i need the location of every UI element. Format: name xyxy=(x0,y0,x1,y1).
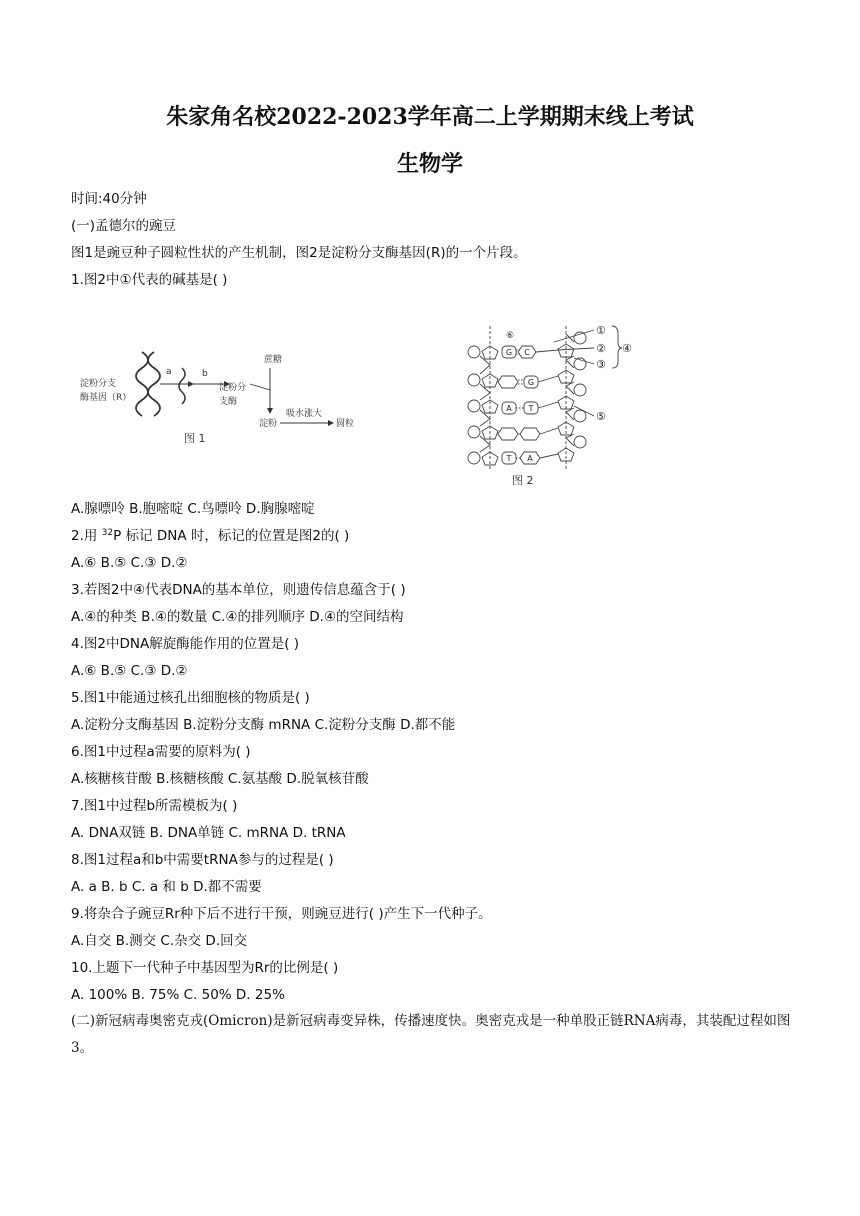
section-1-heading: (一)孟德尔的豌豆 xyxy=(71,218,177,234)
phosphate-circle xyxy=(468,452,480,464)
answer-4: A.⑥ B.⑤ C.③ D.② xyxy=(71,663,188,679)
base-label: G xyxy=(505,348,513,357)
question-10: 10.上题下一代种子中基因型为Rr的比例是( ) xyxy=(71,960,339,976)
question-5: 5.图1中能通过核孔出细胞核的物质是( ) xyxy=(71,690,310,706)
label-5: ⑤ xyxy=(596,410,606,423)
phosphate-circle xyxy=(574,410,586,422)
sugar-pentagon xyxy=(558,448,574,461)
brace-4 xyxy=(612,326,622,368)
answer-5: A.淀粉分支酶基因 B.淀粉分支酶 mRNA C.淀粉分支酶 D.都不能 xyxy=(71,717,456,733)
enzyme-label-line-2: 支酶 xyxy=(219,397,238,407)
base-label: G xyxy=(527,378,535,387)
question-2 xyxy=(71,527,349,545)
base-shape xyxy=(498,376,518,388)
label-4: ④ xyxy=(622,342,632,355)
question-9: 9.将杂合子豌豆Rr种下后不进行干预，则豌豆进行( )产生下一代种子。 xyxy=(71,906,492,922)
base-label: A xyxy=(506,404,512,413)
label-2: ② xyxy=(596,342,606,355)
base-label: A xyxy=(527,454,533,463)
answer-8: A. a B. b C. a 和 b D.都不需要 xyxy=(71,879,262,895)
answer-7: A. DNA双链 B. DNA单链 C. mRNA D. tRNA xyxy=(71,825,346,841)
question-7: 7.图1中过程b所需模板为( ) xyxy=(71,798,238,814)
question-8: 8.图1过程a和b中需要tRNA参与的过程是( ) xyxy=(71,852,334,868)
phosphate-circle xyxy=(468,346,480,358)
question-2-prefix: 2.用 xyxy=(71,528,102,544)
gene-label-line-2: 酶基因（R） xyxy=(80,393,132,403)
base-shape xyxy=(498,428,518,440)
base-shape xyxy=(520,428,540,440)
base-label: T xyxy=(506,454,512,463)
mrna-strand xyxy=(179,368,185,404)
water-arrow-head xyxy=(328,420,334,426)
figure-1-caption: 图 1 xyxy=(184,432,206,445)
enzyme-catalysis-line xyxy=(250,384,270,390)
enzyme-label-line-1: 淀粉分 xyxy=(219,383,247,393)
label-1: ① xyxy=(596,324,606,337)
sucrose-arrow-head xyxy=(267,408,273,414)
question-4: 4.图2中DNA解旋酶能作用的位置是( ) xyxy=(71,636,300,652)
answer-3: A.④的种类 B.④的数量 C.④的排列顺序 D.④的空间结构 xyxy=(71,609,404,625)
question-6: 6.图1中过程a需要的原料为( ) xyxy=(71,744,251,760)
sugar-pentagon xyxy=(558,344,574,357)
step-a-label: a xyxy=(166,367,172,377)
phosphate-circle xyxy=(574,436,586,448)
answer-9: A.自交 B.测交 C.杂交 D.回交 xyxy=(71,933,248,949)
phosphate-circle xyxy=(468,426,480,438)
step-b-label: b xyxy=(202,369,208,379)
question-3: 3.若图2中④代表DNA的基本单位，则遗传信息蕴含于( ) xyxy=(71,582,406,598)
figure-1-diagram xyxy=(74,340,374,450)
exam-time: 时间:40分钟 xyxy=(71,191,147,207)
leader-line-3 xyxy=(574,358,594,364)
leader-line-2 xyxy=(558,348,594,350)
answer-6: A.核糖核苷酸 B.核糖核酸 C.氨基酸 D.脱氧核苷酸 xyxy=(71,771,369,787)
phosphate-circle xyxy=(468,374,480,386)
water-label: 吸水涨大 xyxy=(286,409,323,419)
exam-title: 朱家角名校2022-2023学年高二上学期期末线上考试 xyxy=(166,104,694,130)
round-label: 圆粒 xyxy=(336,419,355,429)
answer-1: A.腺嘌呤 B.胞嘧啶 C.鸟嘌呤 D.胸腺嘧啶 xyxy=(71,501,315,517)
exam-subject: 生物学 xyxy=(396,151,463,177)
section-2-intro: (二)新冠病毒奥密克戎(Omicron)是新冠病毒变异株，传播速度快。奥密克戎是一种单股正链RNA病毒，其装配过程如图3。 xyxy=(71,1013,791,1056)
section-1-intro: 图1是豌豆种子圆粒性状的产生机制，图2是淀粉分支酶基因(R)的一个片段。 xyxy=(71,245,527,261)
question-1: 1.图2中①代表的碱基是( ) xyxy=(71,272,228,288)
dna-helix-strand-2 xyxy=(148,352,160,416)
answer-2: A.⑥ B.⑤ C.③ D.② xyxy=(71,555,188,571)
phosphate-circle xyxy=(468,400,480,412)
starch-label: 淀粉 xyxy=(259,419,278,429)
glycosidic-link xyxy=(540,428,558,434)
isotope-superscript: 32 xyxy=(101,528,114,538)
base-label: T xyxy=(528,404,534,413)
label-3: ③ xyxy=(596,358,606,371)
sucrose-label: 蔗糖 xyxy=(264,355,283,365)
sugar-pentagon xyxy=(482,374,498,387)
figure-2-caption: 图 2 xyxy=(512,474,534,487)
figure-2-diagram xyxy=(462,318,642,490)
glycosidic-link xyxy=(536,350,558,352)
base-label: C xyxy=(524,348,530,357)
answer-10: A. 100% B. 75% C. 50% D. 25% xyxy=(71,987,285,1003)
glycosidic-link xyxy=(538,376,558,382)
dna-helix-strand-1 xyxy=(136,352,148,416)
question-2-text: P 标记 DNA 时，标记的位置是图2的( ) xyxy=(113,528,350,544)
glycosidic-link xyxy=(540,454,558,458)
glycosidic-link xyxy=(538,402,558,408)
phosphate-circle xyxy=(574,384,586,396)
left-backbone xyxy=(480,356,490,452)
gene-label-line-1: 淀粉分支 xyxy=(80,379,117,389)
label-6: ⑥ xyxy=(506,331,515,341)
